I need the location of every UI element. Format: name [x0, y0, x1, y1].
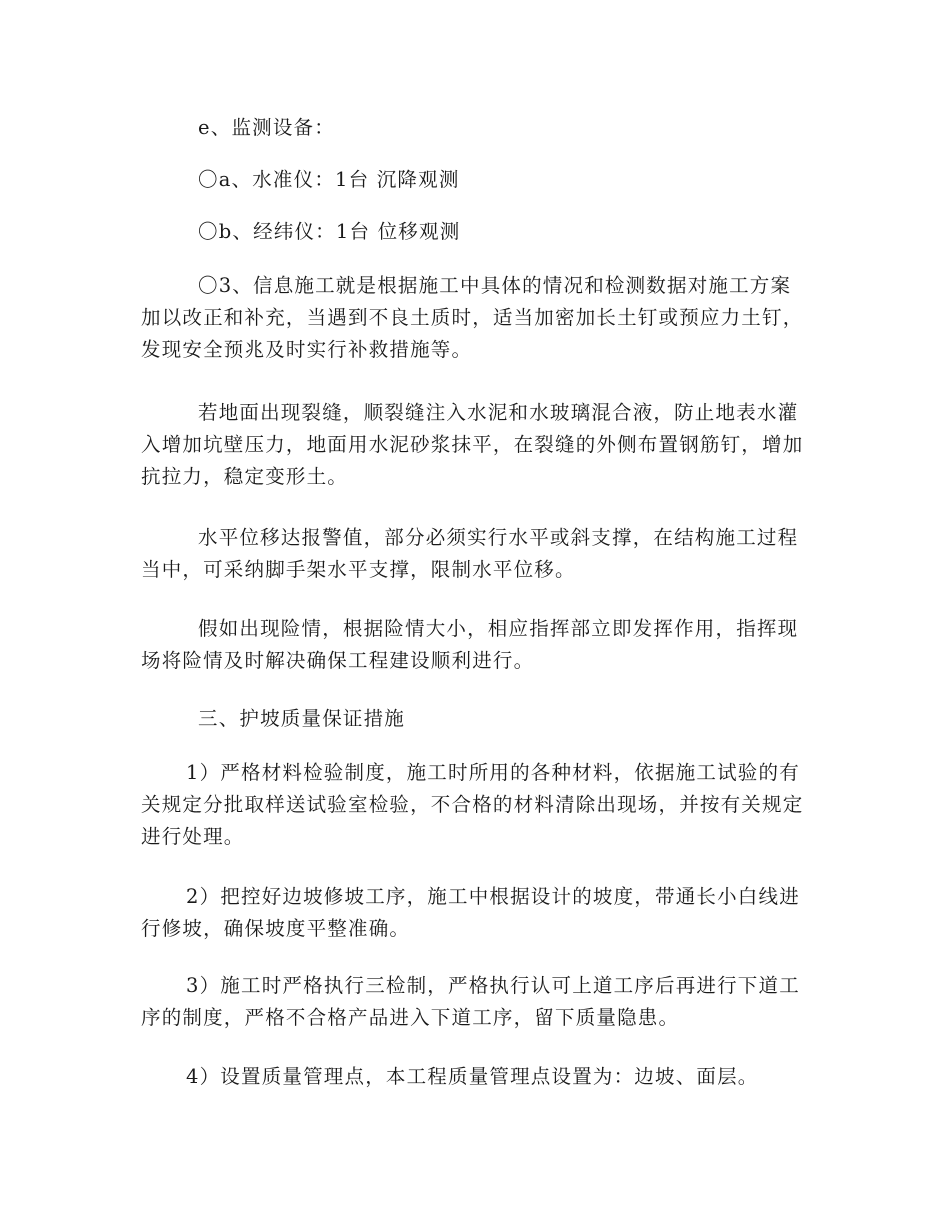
list-item-three-inspection: 3）施工时严格执行三检制，严格执行认可上道工序后再进行下道工序的制度，严格不合格产品进入下道工序，留下质量隐患。 — [141, 974, 800, 1029]
paragraph-information-construction: 〇3、信息施工就是根据施工中具体的情况和检测数据对施工方案加以改正和补充，当遇到不良土质时，适当加密加长土钉或预应力土钉，发现安全预兆及时实行补救措施等。 — [141, 274, 804, 361]
paragraph-horizontal-displacement: 水平位移达报警值，部分必须实行水平或斜支撑，在结构施工过程当中，可采纳脚手架水平支撑，限制水平位移。 — [141, 526, 799, 581]
paragraph-emergency: 假如出现险情，根据险情大小，相应指挥部立即发挥作用，指挥现场将险情及时解决确保工程建设顺利进行。 — [141, 617, 799, 672]
paragraph-monitoring-equipment-heading: e、监测设备： — [198, 116, 335, 139]
section-heading-slope-quality: 三、护坡质量保证措施 — [198, 707, 406, 730]
paragraph-ground-cracks: 若地面出现裂缝，顺裂缝注入水泥和水玻璃混合液，防止地表水灌入增加坑壁压力，地面用水泥砂浆抹平，在裂缝的外侧布置钢筋钉，增加抗拉力，稳定变形土。 — [141, 401, 804, 488]
paragraph-theodolite: 〇b、经纬仪：1台 位移观测 — [198, 220, 461, 243]
list-item-slope-trimming: 2）把控好边坡修坡工序，施工中根据设计的坡度，带通长小白线进行修坡，确保坡度平整准确。 — [141, 885, 800, 940]
list-item-quality-control-points: 4）设置质量管理点，本工程质量管理点设置为：边坡、面层。 — [186, 1065, 759, 1088]
paragraph-level-instrument: 〇a、水准仪：1台 沉降观测 — [198, 168, 460, 191]
list-item-material-inspection: 1）严格材料检验制度，施工时所用的各种材料，依据施工试验的有关规定分批取样送试验室检验，不合格的材料清除出现场，并按有关规定进行处理。 — [141, 761, 804, 848]
